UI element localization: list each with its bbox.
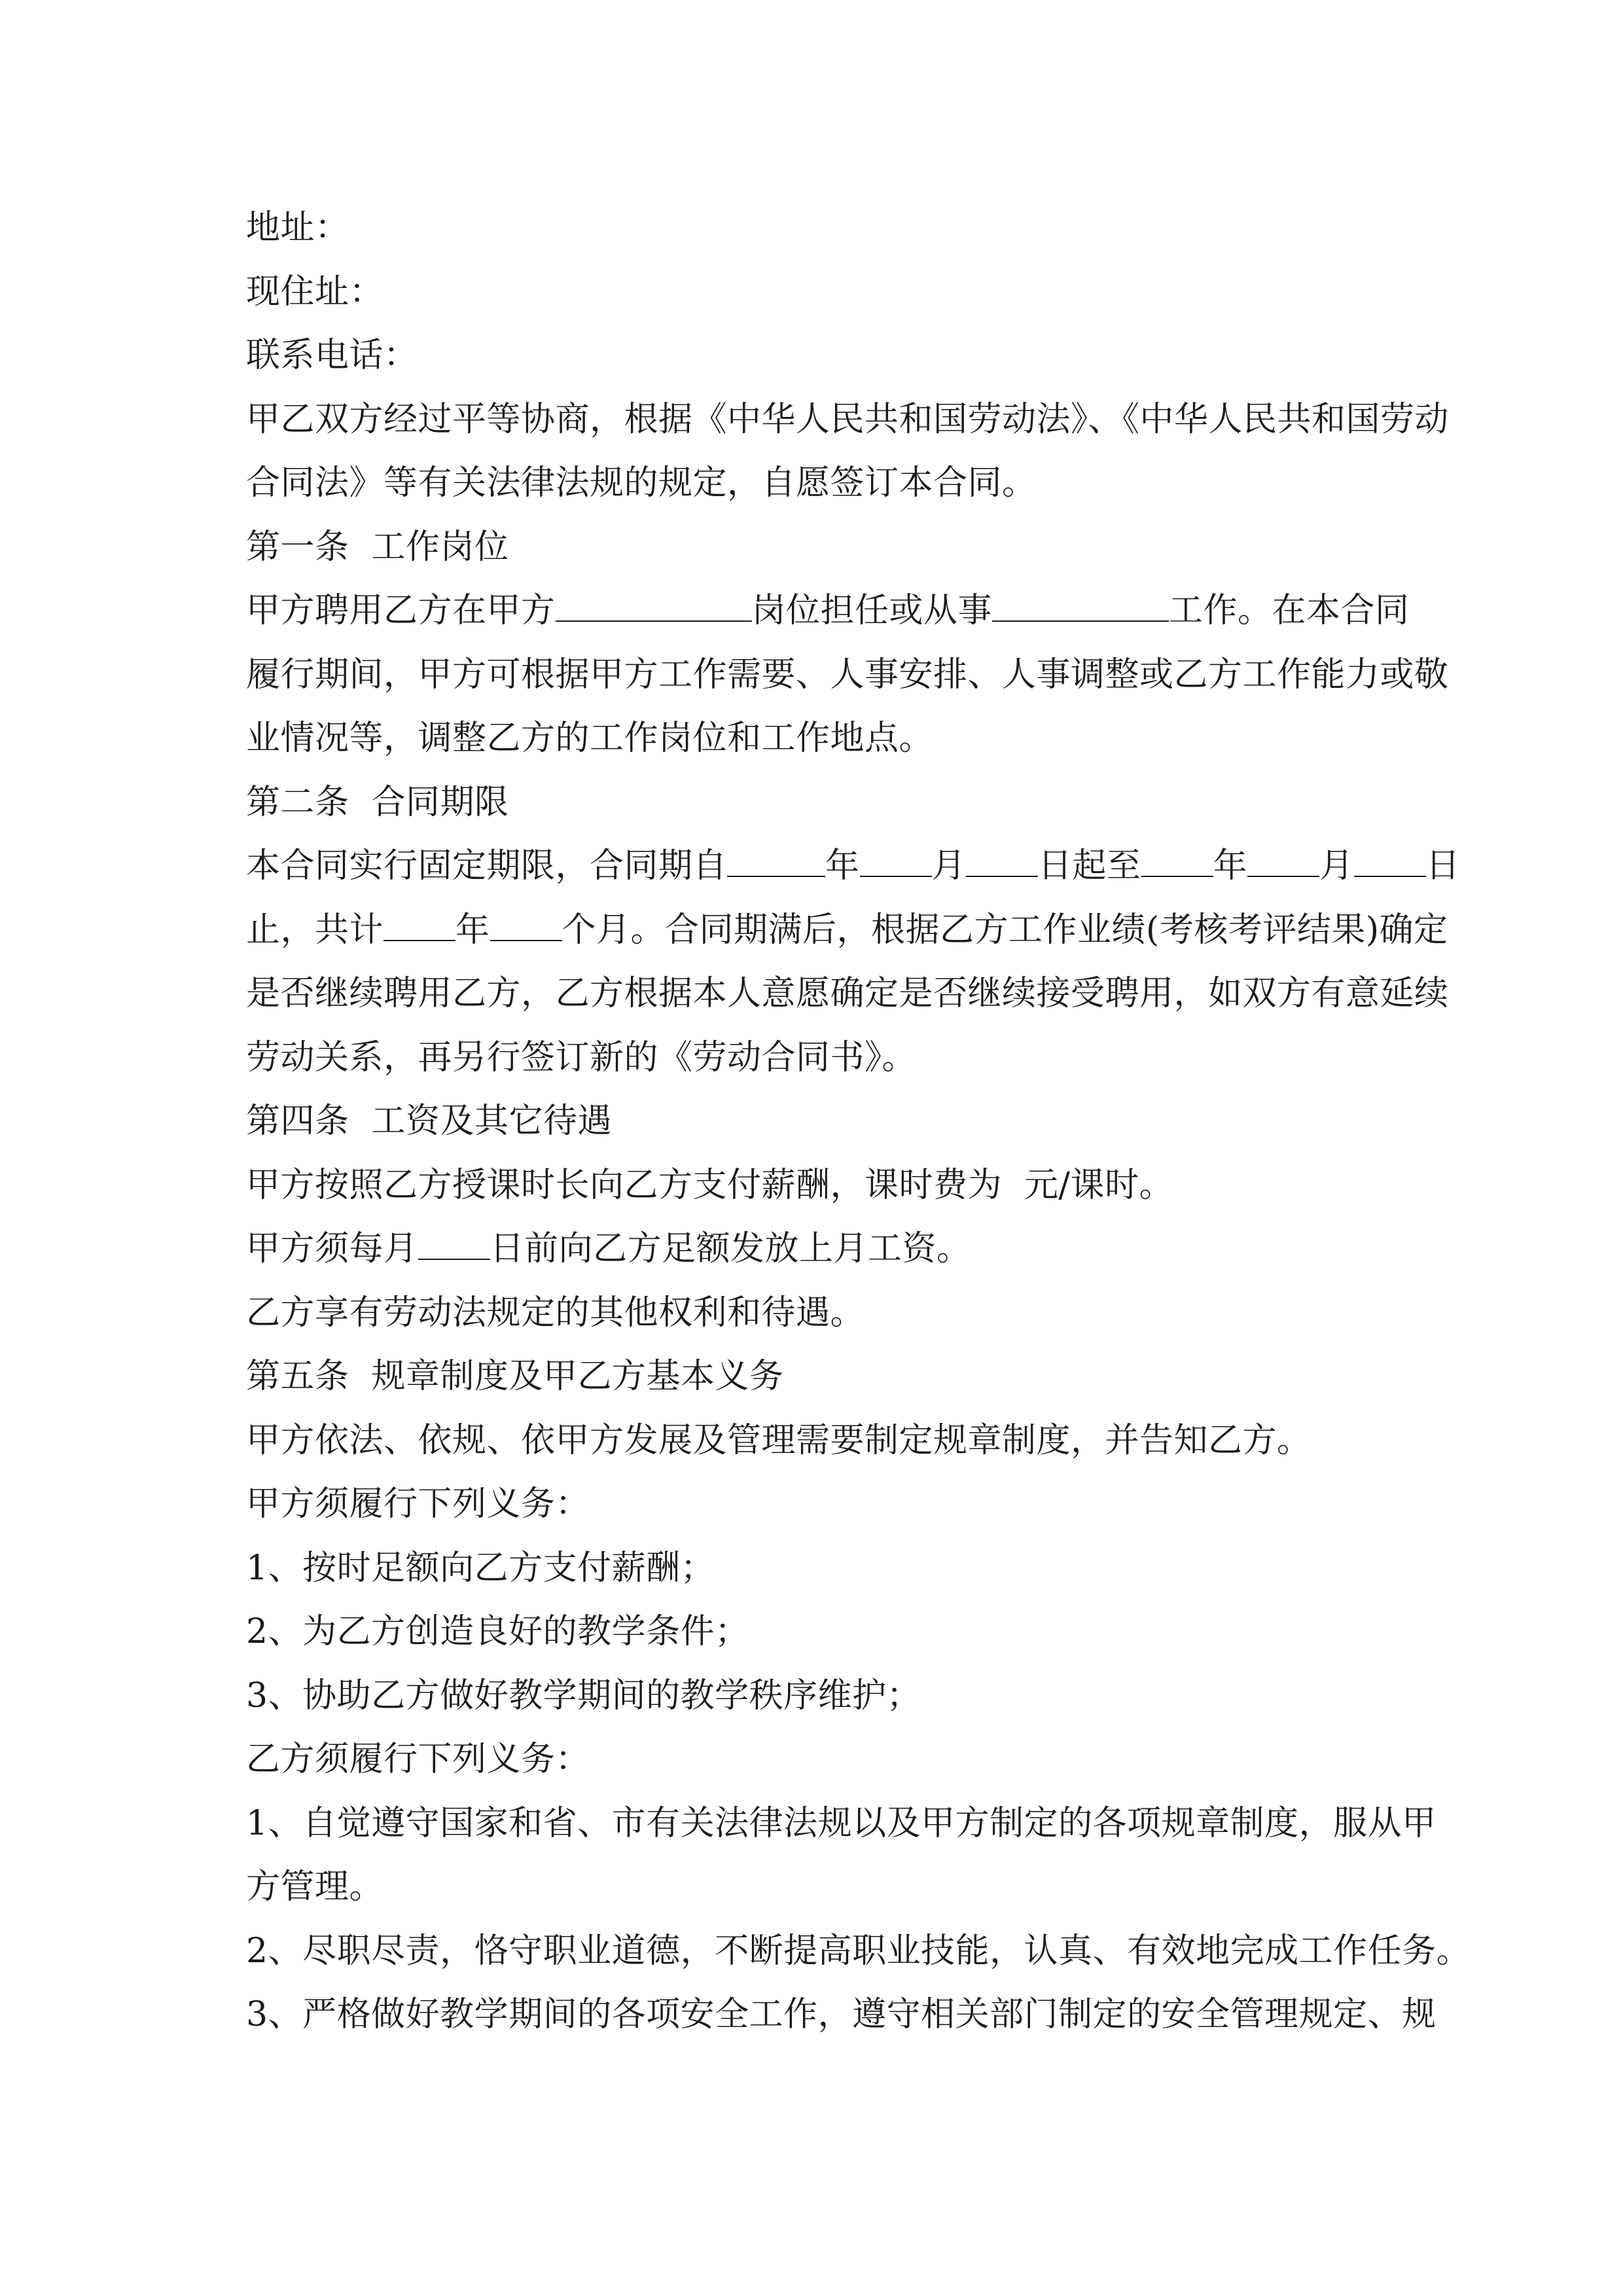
document-body [246, 196, 1471, 2047]
list-item-b-2: 2、尽职尽责，恪守职业道德，不断提高职业技能，认真、有效地完成工作任务。 [246, 1931, 1471, 1971]
pay-text-1: 甲方须每月 [246, 1229, 418, 1268]
list-item-b-1-cont: 方管理。 [246, 1867, 384, 1907]
blank-end-day [1354, 835, 1426, 877]
pay-text-2: 日前向乙方足额发放上月工资。 [490, 1229, 971, 1268]
blank-post [556, 580, 752, 622]
term-year-1: 年 [825, 846, 860, 886]
list-item-b-1: 1、自觉遵守国家和省、市有关法律法规以及甲方制定的各项规章制度，服从甲 [246, 1803, 1436, 1843]
text-line-post [246, 579, 1410, 643]
blank-total-years [383, 899, 455, 941]
post-text-1: 甲方聘用乙方在甲方 [246, 591, 556, 630]
blank-duty [992, 580, 1169, 622]
heading-article-2: 第二条 合同期限 [246, 782, 509, 822]
term2-year: 年 [455, 910, 490, 950]
list-item-a-1: 1、按时足额向乙方支付薪酬； [246, 1548, 715, 1588]
term2-month: 个月。合同期满后，根据乙方工作业绩(考核考评结果)确定 [562, 910, 1448, 950]
list-item-a-3: 3、协助乙方做好教学期间的教学秩序维护； [246, 1676, 921, 1715]
text-line-term-1 [246, 834, 1461, 899]
text-line-phone: 联系电话： [246, 336, 418, 375]
text-line-address: 地址： [246, 208, 349, 247]
blank-start-month [860, 835, 932, 877]
heading-article-4: 第四条 工资及其它待遇 [246, 1102, 613, 1141]
text-line-term-3: 是否继续聘用乙方，乙方根据本人意愿确定是否继续接受聘用，如双方有意延续 [246, 974, 1449, 1013]
post-text-2: 岗位担任或从事 [751, 591, 993, 630]
text-line-rules-1: 甲方依法、依规、依甲方发展及管理需要制定规章制度，并告知乙方。 [246, 1420, 1311, 1460]
term-month-2: 月 [1319, 846, 1354, 886]
text-line-article1-3: 业情况等，调整乙方的工作岗位和工作地点。 [246, 719, 934, 758]
text-line-party-b-duties: 乙方须履行下列义务： [246, 1740, 590, 1779]
term2-text-1: 止，共计 [246, 910, 384, 950]
blank-total-months [490, 899, 562, 941]
list-item-b-3: 3、严格做好教学期间的各项安全工作，遵守相关部门制定的安全管理规定、规 [246, 1995, 1436, 2034]
list-item-a-2: 2、为乙方创造良好的教学条件； [246, 1612, 749, 1651]
term-year-2: 年 [1213, 846, 1248, 886]
blank-end-year [1141, 835, 1213, 877]
text-line-article1-2: 履行期间，甲方可根据甲方工作需要、人事安排、人事调整或乙方工作能力或敬 [246, 655, 1449, 694]
text-line-term-2 [246, 899, 1448, 963]
text-line-preamble-2: 合同法》等有关法律法规的规定，自愿签订本合同。 [246, 463, 1037, 503]
text-line-salary-2 [246, 1217, 1388, 1282]
text-line-salary-3: 乙方享有劳动法规定的其他权利和待遇。 [246, 1293, 865, 1333]
text-line-current-address: 现住址： [246, 272, 384, 312]
blank-start-year [727, 835, 825, 877]
text-line-preamble-1: 甲乙双方经过平等协商，根据《中华人民共和国劳动法》、《中华人民共和国劳动 [246, 399, 1450, 439]
post-text-3: 工作。在本合同 [1169, 591, 1410, 630]
blank-pay-day [418, 1218, 490, 1260]
text-line-party-a-duties: 甲方须履行下列义务： [246, 1484, 590, 1524]
term-day-1: 日起至 [1038, 846, 1141, 886]
term-text-1: 本合同实行固定期限，合同期自 [246, 846, 728, 886]
text-line-salary-1: 甲方按照乙方授课时长向乙方支付薪酬，课时费为 元/课时。 [246, 1165, 1174, 1205]
heading-article-1: 第一条 工作岗位 [246, 527, 509, 567]
term-month-1: 月 [931, 846, 967, 886]
term-day-2: 日 [1425, 846, 1461, 886]
heading-article-5: 第五条 规章制度及甲乙方基本义务 [246, 1357, 784, 1396]
blank-end-month [1247, 835, 1319, 877]
text-line-term-4: 劳动关系，再另行签订新的《劳动合同书》。 [246, 1037, 917, 1077]
blank-start-day [966, 835, 1038, 877]
